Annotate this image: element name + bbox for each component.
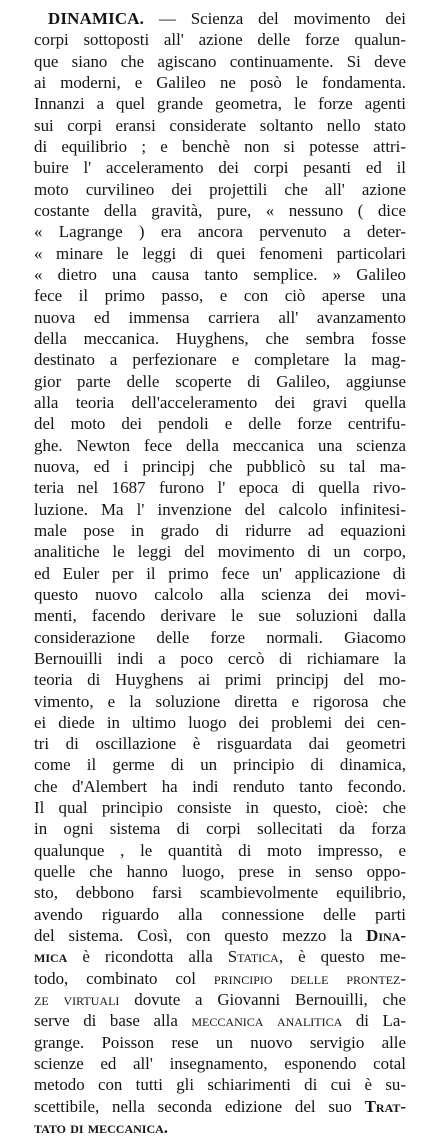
- text-line: [34, 1010, 406, 1031]
- text-line: teria nel 1687 furono l' epoca di quella rivo-: [34, 478, 406, 498]
- text-line: sto, debbono farsi scambievolmente equilibrio,: [34, 883, 406, 903]
- text-line: « dietro una causa tanto semplice. » Galileo: [34, 264, 406, 284]
- text-line: metodo con tutti gli schiarimenti di cui è su-: [34, 1075, 406, 1095]
- text-line: analitiche le leggi del movimento di un corpo,: [34, 542, 406, 562]
- term-trattato-cont: tato di meccanica.: [34, 1118, 169, 1138]
- text-line: Il qual principio consiste in questo, cioè: che: [34, 798, 406, 818]
- text-line: della meccanica. Huyghens, che sembra fosse: [34, 328, 406, 348]
- text-run: è ricondotta alla: [82, 947, 213, 967]
- entry-headword: DINAMICA.: [48, 9, 145, 28]
- text-run: todo, combinato col: [34, 968, 196, 988]
- text-run: serve di base alla: [34, 1011, 178, 1031]
- text-run: scettibile, nella seconda edizione del suo: [34, 1096, 352, 1116]
- text-line: che d'Alembert ha indi renduto tanto fecondo.: [34, 776, 406, 796]
- text-run: di La-: [355, 1011, 406, 1031]
- text-line: [34, 1096, 406, 1117]
- text-line: alla teoria dell'acceleramento dei gravi quella: [34, 392, 406, 412]
- term-meccanica-analitica: meccanica analitica: [191, 1011, 343, 1031]
- text-run: , è questo me-: [278, 947, 406, 967]
- text-line: luzione. Ma l' invenzione del calcolo infinitesi-: [34, 499, 406, 519]
- text-line: ei diede in ultimo luogo dei problemi dei cen-: [34, 712, 406, 732]
- text-line: scienze ed all' insegnamento, esponendo cotal: [34, 1054, 406, 1074]
- text-line: gior parte delle scoperte di Galileo, aggiunse: [34, 371, 406, 391]
- dictionary-entry: [34, 8, 406, 1138]
- text-line: [34, 989, 406, 1010]
- text-line: questo nuovo calcolo alla scienza dei movi-: [34, 584, 406, 604]
- text-line: ed Euler per il primo fece un' applicazione di: [34, 563, 406, 583]
- text-line: [34, 968, 406, 989]
- text-line: del moto dei pendoli e delle forze centrifu-: [34, 414, 406, 434]
- text-line: destinato a perfezionare e completare la mag-: [34, 350, 406, 370]
- text-line: corpi sottoposti all' azione delle forze qualun-: [34, 30, 406, 50]
- term-trattato: Trat-: [364, 1096, 406, 1116]
- term-statica: Statica: [227, 947, 279, 967]
- text-line: « Lagrange ) era ancora pervenuto a deter-: [34, 222, 406, 242]
- text-line: menti, facendo derivare le sue soluzioni dalla: [34, 606, 406, 626]
- text-line: costante della gravità, pure, « nessuno ( dice: [34, 200, 406, 220]
- text-line: ghe. Newton fece della meccanica una scienza: [34, 435, 406, 455]
- term-dinamica-cont: mica: [34, 947, 68, 967]
- text-line: in ogni sistema di corpi sollecitati da forza: [34, 819, 406, 839]
- text-line: avendo riguardo alla connessione delle parti: [34, 904, 406, 924]
- text-run: del sistema. Così, con questo mezzo la: [34, 926, 353, 946]
- text-line: que siano che agiscano continuamente. Si deve: [34, 51, 406, 71]
- text-line: teoria di Huyghens ai primi principj del mo-: [34, 670, 406, 690]
- text-line: qualunque , le quantità di moto impresso, e: [34, 840, 406, 860]
- text-line-content: — Scienza del movimento dei: [158, 9, 406, 28]
- text-line: tri di oscillazione è risguardata dai geometri: [34, 734, 406, 754]
- text-line: fece il primo passo, e con ciò aperse una: [34, 286, 406, 306]
- text-line: « minare le leggi di quei fenomeni particolari: [34, 243, 406, 263]
- text-line: sui corpi eransi considerate soltanto nello stato: [34, 115, 406, 135]
- text-line: Innanzi a quel grande geometra, le forze agenti: [34, 94, 406, 114]
- text-line: vimento, e la soluzione diretta e rigorosa che: [34, 691, 406, 711]
- text-line: [34, 925, 406, 946]
- text-line: come il germe di un principio di dinamica,: [34, 755, 406, 775]
- text-line: Bernouilli indi a poco cercò di richiamare la: [34, 648, 406, 668]
- text-line: [34, 946, 406, 967]
- term-principio-cont: ze virtuali: [34, 990, 120, 1010]
- text-line: buire l' acceleramento dei corpi pesanti ed il: [34, 158, 406, 178]
- text-line: nuova, ed i principj che pubblicò su tal ma-: [34, 456, 406, 476]
- text-line: grange. Poisson rese un nuovo servigio alle: [34, 1032, 406, 1052]
- term-principio: principio delle prontez-: [213, 968, 406, 988]
- text-line: di equilibrio ; e benchè non si potesse attri-: [34, 136, 406, 156]
- text-line: ai moderni, e Galileo ne posò le fondamenta.: [34, 72, 406, 92]
- term-dinamica: Dina-: [366, 926, 406, 946]
- text-line: moto curvilineo dei projettili che all' azione: [34, 179, 406, 199]
- text-line: [34, 1117, 406, 1138]
- text-line: male pose in grado di ridurre ad equazioni: [34, 520, 406, 540]
- text-run: dovute a Giovanni Bernouilli, che: [134, 990, 406, 1010]
- text-line: considerazione delle forze normali. Giacomo: [34, 627, 406, 647]
- text-line: quelle che hanno luogo, prese in senso oppo-: [34, 862, 406, 882]
- text-line: nuova ed immensa carriera all' avanzamento: [34, 307, 406, 327]
- text-line: [34, 8, 406, 29]
